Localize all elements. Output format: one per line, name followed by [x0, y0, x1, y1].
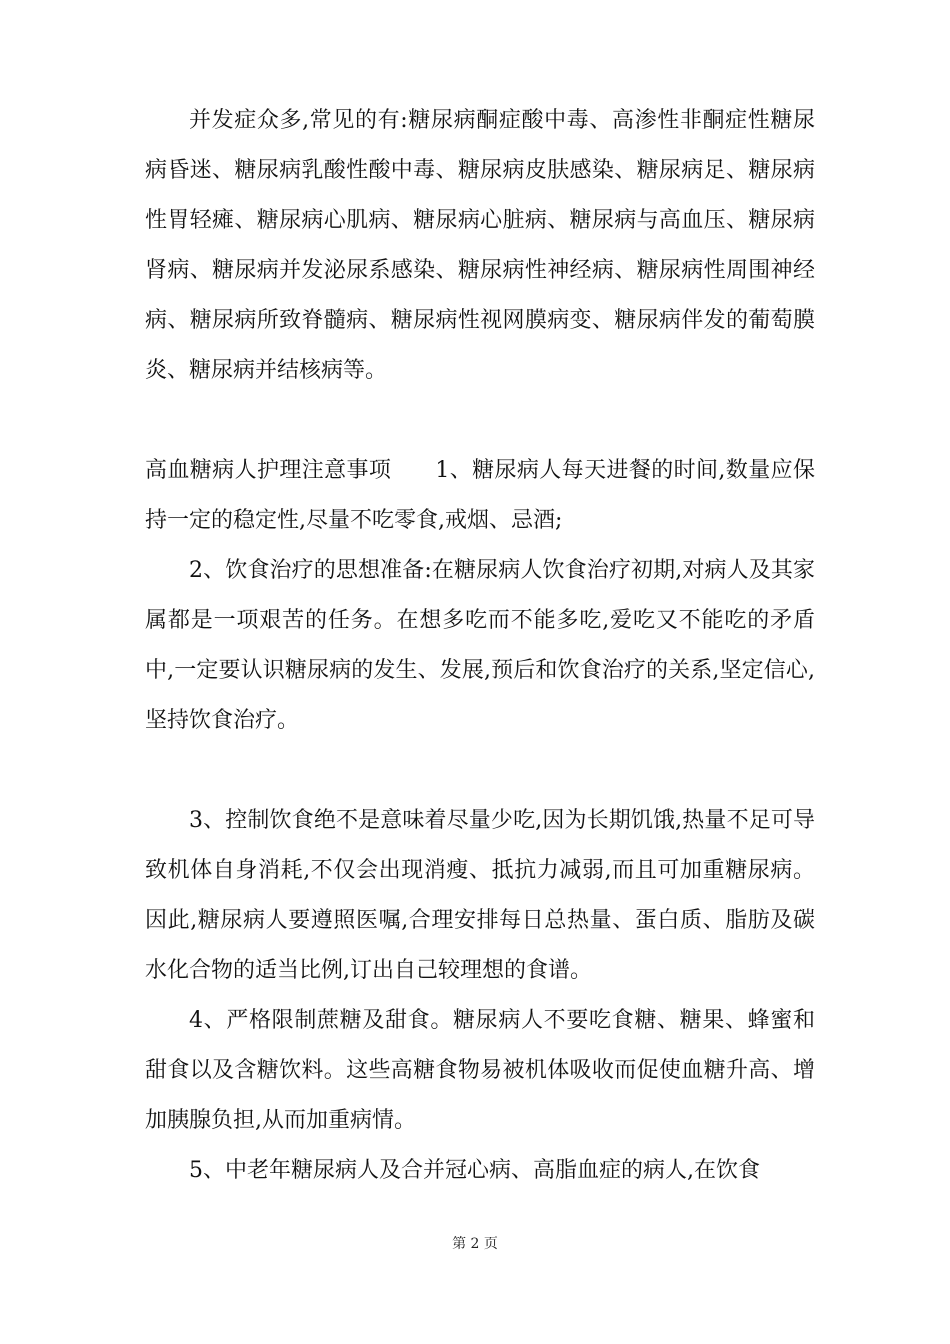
page-number: 第 2 页	[452, 1236, 498, 1252]
care-item-3: 3、控制饮食绝不是意味着尽量少吃,因为长期饥饿,热量不足可导致机体自身消耗,不仅会出现消瘦、抵抗力减弱,而且可加重糖尿病。因此,糖尿病人要遵照医嘱,合理安排每日总热量、蛋白质、脂肪及碳水化合物的适当比例,订出自己较理想的食谱。	[145, 808, 815, 983]
care-item-2: 2、饮食治疗的思想准备:在糖尿病人饮食治疗初期,对病人及其家属都是一项艰苦的任务。在想多吃而不能多吃,爱吃又不能吃的矛盾中,一定要认识糖尿病的发生、发展,预后和饮食治疗的关系,坚定信心,坚持饮食治疗。	[145, 558, 815, 733]
care-notes-heading: 高血糖病人护理注意事项	[145, 458, 392, 483]
care-item-1: 1、糖尿病人每天进餐的时间,数量应保持一定的稳定性,尽量不吃零食,戒烟、忌酒;	[145, 458, 815, 533]
care-notes-paragraph	[145, 446, 815, 546]
care-item-4: 4、严格限制蔗糖及甜食。糖尿病人不要吃食糖、糖果、蜂蜜和甜食以及含糖饮料。这些高糖食物易被机体吸收而促使血糖升高、增加胰腺负担,从而加重病情。	[145, 1008, 815, 1133]
complications-paragraph: 并发症众多,常见的有:糖尿病酮症酸中毒、高渗性非酮症性糖尿病昏迷、糖尿病乳酸性酸中毒、糖尿病皮肤感染、糖尿病足、糖尿病性胃轻瘫、糖尿病心肌病、糖尿病心脏病、糖尿病与高血压、糖尿病肾病、糖尿病并发泌尿系感染、糖尿病性神经病、糖尿病性周围神经病、糖尿病所致脊髓病、糖尿病性视网膜病变、糖尿病伴发的葡萄膜炎、糖尿病并结核病等。	[145, 108, 815, 383]
page-content	[145, 96, 815, 1196]
care-item-5: 5、中老年糖尿病人及合并冠心病、高脂血症的病人,在饮食	[189, 1158, 760, 1183]
